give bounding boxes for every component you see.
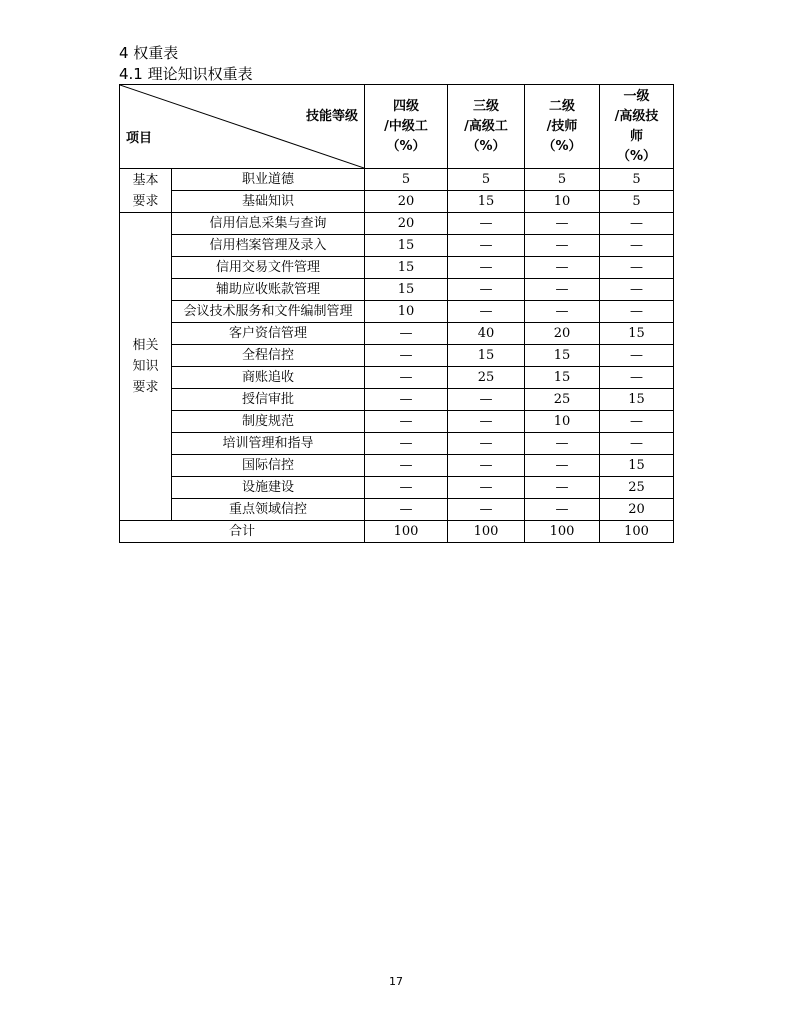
weight-value: — bbox=[365, 367, 448, 389]
level-header-2: 二级 /技师 （%） bbox=[525, 85, 600, 169]
level-header-3: 三级 /高级工 （%） bbox=[448, 85, 525, 169]
section-heading: 4 权重表 bbox=[119, 44, 179, 62]
row-label: 培训管理和指导 bbox=[172, 433, 365, 455]
weight-value: 25 bbox=[600, 477, 674, 499]
weight-value: — bbox=[448, 499, 525, 521]
weight-value: 10 bbox=[365, 301, 448, 323]
weight-value: — bbox=[448, 389, 525, 411]
row-label: 客户资信管理 bbox=[172, 323, 365, 345]
weight-value: — bbox=[365, 477, 448, 499]
weight-value: 20 bbox=[525, 323, 600, 345]
weight-value: — bbox=[448, 235, 525, 257]
weight-value: 20 bbox=[600, 499, 674, 521]
table-row bbox=[120, 257, 674, 279]
weight-value: 20 bbox=[365, 213, 448, 235]
weight-value: — bbox=[448, 477, 525, 499]
weight-value: 15 bbox=[448, 345, 525, 367]
weight-value: 20 bbox=[365, 191, 448, 213]
weight-value: 15 bbox=[600, 323, 674, 345]
table-row bbox=[120, 323, 674, 345]
weight-value: — bbox=[600, 367, 674, 389]
weight-value: 15 bbox=[448, 191, 525, 213]
weight-value: — bbox=[600, 235, 674, 257]
table-row bbox=[120, 213, 674, 235]
weight-value: — bbox=[525, 235, 600, 257]
weight-value: 5 bbox=[600, 191, 674, 213]
weight-value: — bbox=[525, 455, 600, 477]
table-row bbox=[120, 433, 674, 455]
weight-value: — bbox=[600, 301, 674, 323]
weight-value: 5 bbox=[448, 169, 525, 191]
weight-value: 5 bbox=[365, 169, 448, 191]
row-label: 会议技术服务和文件编制管理 bbox=[172, 301, 365, 323]
row-label: 商账追收 bbox=[172, 367, 365, 389]
row-label: 职业道德 bbox=[172, 169, 365, 191]
weight-value: 5 bbox=[600, 169, 674, 191]
weight-value: — bbox=[448, 301, 525, 323]
weight-value: — bbox=[365, 433, 448, 455]
weight-value: — bbox=[448, 455, 525, 477]
weight-value: — bbox=[600, 279, 674, 301]
row-label: 制度规范 bbox=[172, 411, 365, 433]
weight-value: — bbox=[525, 213, 600, 235]
table-row bbox=[120, 169, 674, 191]
row-label: 全程信控 bbox=[172, 345, 365, 367]
row-label: 信用信息采集与查询 bbox=[172, 213, 365, 235]
weight-value: — bbox=[448, 257, 525, 279]
weight-value: — bbox=[365, 455, 448, 477]
table-row bbox=[120, 235, 674, 257]
weight-value: — bbox=[525, 301, 600, 323]
row-label: 信用档案管理及录入 bbox=[172, 235, 365, 257]
weight-value: — bbox=[365, 499, 448, 521]
group-basic-requirements: 基本 要求 bbox=[120, 169, 172, 213]
weight-table bbox=[119, 84, 674, 543]
weight-value: 15 bbox=[600, 389, 674, 411]
header-corner-cell bbox=[120, 85, 365, 169]
table-row bbox=[120, 455, 674, 477]
table-row bbox=[120, 191, 674, 213]
table-row bbox=[120, 279, 674, 301]
row-label: 授信审批 bbox=[172, 389, 365, 411]
weight-value: — bbox=[525, 433, 600, 455]
total-row bbox=[120, 521, 674, 543]
weight-value: 15 bbox=[365, 235, 448, 257]
weight-value: 15 bbox=[600, 455, 674, 477]
table-row bbox=[120, 499, 674, 521]
weight-value: 40 bbox=[448, 323, 525, 345]
weight-value: 15 bbox=[525, 367, 600, 389]
weight-value: 15 bbox=[365, 279, 448, 301]
row-label: 辅助应收账款管理 bbox=[172, 279, 365, 301]
weight-value: — bbox=[448, 433, 525, 455]
weight-value: — bbox=[365, 411, 448, 433]
weight-value: — bbox=[448, 279, 525, 301]
weight-value: 25 bbox=[448, 367, 525, 389]
weight-value: 5 bbox=[525, 169, 600, 191]
weight-value: — bbox=[525, 279, 600, 301]
weight-value: — bbox=[600, 213, 674, 235]
weight-value: — bbox=[448, 213, 525, 235]
page-number: 17 bbox=[389, 975, 403, 988]
total-label: 合计 bbox=[120, 521, 365, 543]
weight-value: — bbox=[525, 499, 600, 521]
row-label: 基础知识 bbox=[172, 191, 365, 213]
weight-value: 25 bbox=[525, 389, 600, 411]
weight-value: — bbox=[600, 345, 674, 367]
total-value: 100 bbox=[600, 521, 674, 543]
weight-value: 15 bbox=[525, 345, 600, 367]
weight-value: — bbox=[365, 345, 448, 367]
level-header-4: 四级 /中级工 （%） bbox=[365, 85, 448, 169]
weight-value: — bbox=[600, 433, 674, 455]
weight-value: — bbox=[365, 389, 448, 411]
table-row bbox=[120, 389, 674, 411]
table-row bbox=[120, 477, 674, 499]
weight-value: — bbox=[600, 411, 674, 433]
row-label: 国际信控 bbox=[172, 455, 365, 477]
total-value: 100 bbox=[448, 521, 525, 543]
subsection-heading: 4.1 理论知识权重表 bbox=[119, 65, 253, 83]
weight-value: — bbox=[600, 257, 674, 279]
total-value: 100 bbox=[525, 521, 600, 543]
weight-value: — bbox=[448, 411, 525, 433]
weight-value: 10 bbox=[525, 191, 600, 213]
table-row bbox=[120, 301, 674, 323]
corner-top-label: 技能等级 bbox=[305, 109, 358, 124]
corner-bottom-label: 项目 bbox=[126, 131, 153, 146]
weight-value: — bbox=[525, 257, 600, 279]
weight-value: 15 bbox=[365, 257, 448, 279]
weight-value: — bbox=[525, 477, 600, 499]
row-label: 重点领域信控 bbox=[172, 499, 365, 521]
level-header-1: 一级 /高级技 师 （%） bbox=[600, 85, 674, 169]
row-label: 设施建设 bbox=[172, 477, 365, 499]
table-row bbox=[120, 367, 674, 389]
weight-value: 10 bbox=[525, 411, 600, 433]
table-row bbox=[120, 411, 674, 433]
table-row bbox=[120, 345, 674, 367]
group-related-knowledge: 相关 知识 要求 bbox=[120, 213, 172, 521]
total-value: 100 bbox=[365, 521, 448, 543]
row-label: 信用交易文件管理 bbox=[172, 257, 365, 279]
weight-value: — bbox=[365, 323, 448, 345]
